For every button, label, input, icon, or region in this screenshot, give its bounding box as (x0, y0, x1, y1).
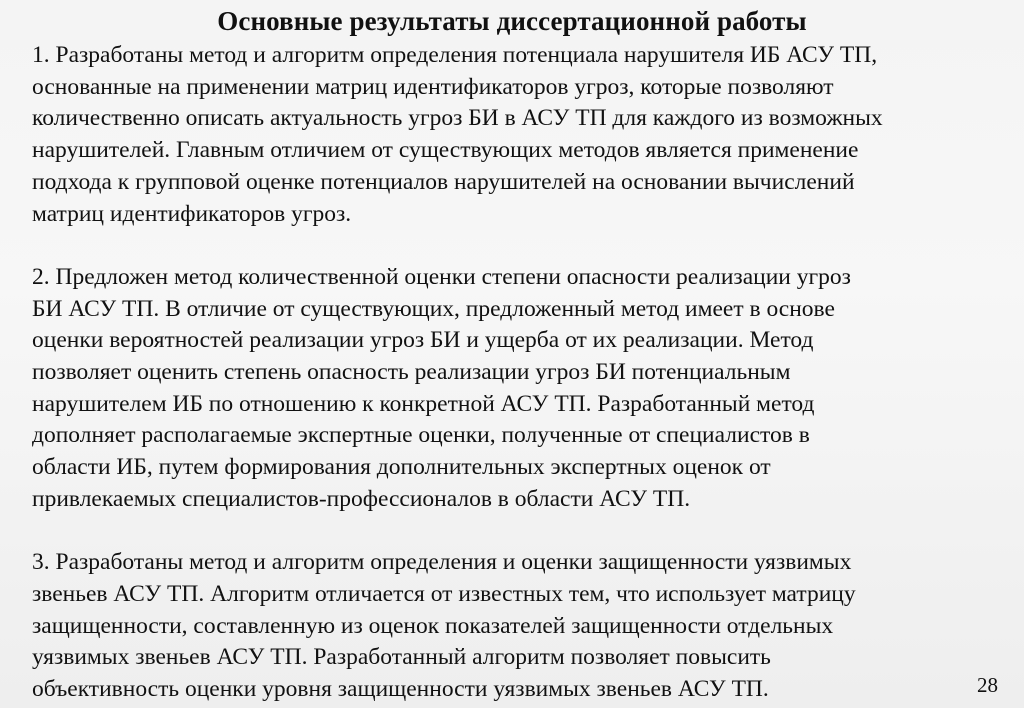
paragraph-line: 1. Разработаны метод и алгоритм определения потенциала нарушителя ИБ АСУ ТП, (32, 42, 878, 68)
paragraph-line: нарушителем ИБ по отношению к конкретной АСУ ТП. Разработанный метод (32, 390, 815, 417)
paragraph-spacer (32, 230, 1017, 262)
paragraph-line: основанные на применении матриц идентификаторов угроз, которые позволяют (32, 73, 834, 100)
paragraph-spacer (32, 516, 1017, 548)
page-number: 28 (977, 673, 998, 697)
paragraph-line: защищенности, составленную из оценок показателей защищенности отдельных (32, 612, 834, 639)
paragraph-line: матриц идентификаторов угроз. (32, 200, 352, 227)
paragraph-line: количественно описать актуальность угроз БИ в АСУ ТП для каждого из возможных (32, 105, 883, 132)
slide-body (32, 40, 1017, 706)
paragraph-line: объективность оценки уровня защищенности уязвимых звеньев АСУ ТП. (32, 676, 769, 703)
slide-title: Основные результаты диссертационной работы (217, 6, 807, 36)
paragraph-line: области ИБ, путем формирования дополнительных экспертных оценок от (32, 454, 771, 481)
paragraph-line: дополняет располагаемые экспертные оценки, полученные от специалистов в (32, 422, 810, 449)
paragraph-line: нарушителей. Главным отличием от существующих методов является применение (32, 137, 859, 164)
paragraph-line: оценки вероятностей реализации угроз БИ и ущерба от их реализации. Метод (32, 327, 814, 354)
result-paragraph-3 (32, 547, 1017, 706)
paragraph-line: БИ АСУ ТП. В отличие от существующих, предложенный метод имеет в основе (32, 295, 835, 322)
paragraph-line: позволяет оценить степень опасность реализации угроз БИ потенциальным (32, 359, 791, 386)
paragraph-line: уязвимых звеньев АСУ ТП. Разработанный алгоритм позволяет повысить (32, 644, 771, 671)
result-paragraph-1 (32, 40, 1017, 230)
paragraph-line: звеньев АСУ ТП. Алгоритм отличается от известных тем, что использует матрицу (32, 580, 856, 607)
paragraph-line: привлекаемых специалистов-профессионалов в области АСУ ТП. (32, 485, 691, 512)
paragraph-line: 3. Разработаны метод и алгоритм определения и оценки защищенности уязвимых (32, 549, 852, 576)
paragraph-line: 2. Предложен метод количественной оценки степени опасности реализации угроз (32, 263, 851, 290)
result-paragraph-2 (32, 262, 1017, 516)
paragraph-line: подхода к групповой оценке потенциалов нарушителей на основании вычислений (32, 168, 855, 195)
